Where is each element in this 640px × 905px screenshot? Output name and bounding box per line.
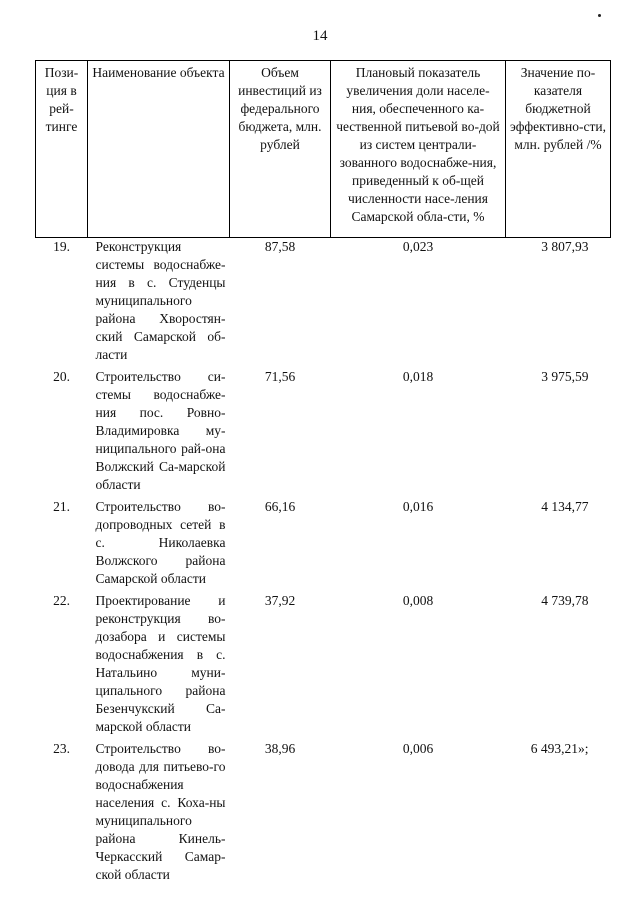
cell-efficiency: 3 975,59 [541, 369, 589, 384]
cell-position: 19. [53, 239, 70, 254]
cell-efficiency: 6 493,21»; [530, 741, 589, 756]
cell-indicator: 0,006 [402, 741, 434, 756]
cell-name: Проектирование и реконструкция во-дозабора и системы водоснабжения в с. Натальино муни-ципального района Безенчукский Са-марской области [95, 593, 226, 734]
cell-investment: 38,96 [264, 741, 296, 756]
cell-efficiency: 4 134,77 [541, 499, 589, 514]
cell-name: Реконструкция системы водоснабже-ния в с. Студенцы муниципального района Хворостян-ский Самарской об-ласти [95, 239, 226, 362]
cell-investment: 37,92 [264, 593, 296, 608]
scan-speck [598, 14, 601, 17]
cell-investment: 87,58 [264, 239, 296, 254]
cell-investment: 71,56 [264, 369, 296, 384]
table-row [36, 592, 611, 740]
header-efficiency: Значение по-казателя бюджетной эффективно-сти, млн. рублей /% [506, 61, 611, 238]
header-position: Пози-ция в рей-тинге [36, 61, 88, 238]
cell-indicator: 0,016 [402, 499, 434, 514]
cell-position: 23. [53, 741, 70, 756]
header-investment: Объем инвестиций из федерального бюджета, млн. рублей [230, 61, 331, 238]
table-row [36, 498, 611, 592]
cell-indicator: 0,023 [402, 239, 434, 254]
header-indicator: Плановый показатель увеличения доли населе-ния, обеспеченного ка-чественной питьевой во-дой из систем централи-зованного водоснабже-ния, приведенный к об-щей численности насе-ления Самарской обла-сти, % [331, 61, 506, 238]
cell-name: Строительство си-стемы водоснабже-ния пос. Ровно-Владимировка му-ниципального рай-она Волжский Са-марской области [95, 369, 226, 492]
cell-investment: 66,16 [264, 499, 296, 514]
table-header-row [36, 61, 611, 238]
cell-name: Строительство во-допроводных сетей в с. Николаевка Волжского района Самарской области [95, 499, 226, 586]
cell-indicator: 0,018 [402, 369, 434, 384]
table-row [36, 740, 611, 888]
page-number: 14 [312, 28, 328, 44]
cell-efficiency: 3 807,93 [541, 239, 589, 254]
cell-efficiency: 4 739,78 [541, 593, 589, 608]
cell-position: 21. [53, 499, 70, 514]
cell-position: 22. [53, 593, 70, 608]
table-row [36, 368, 611, 498]
cell-indicator: 0,008 [402, 593, 434, 608]
cell-position: 20. [53, 369, 70, 384]
header-name: Наименование объекта [88, 61, 230, 238]
table-row [36, 238, 611, 369]
rating-table [35, 60, 611, 888]
cell-name: Строительство во-довода для питьево-го водоснабжения населения с. Коха-ны муниципального района Кинель-Черкасский Самар-ской области [95, 741, 226, 882]
